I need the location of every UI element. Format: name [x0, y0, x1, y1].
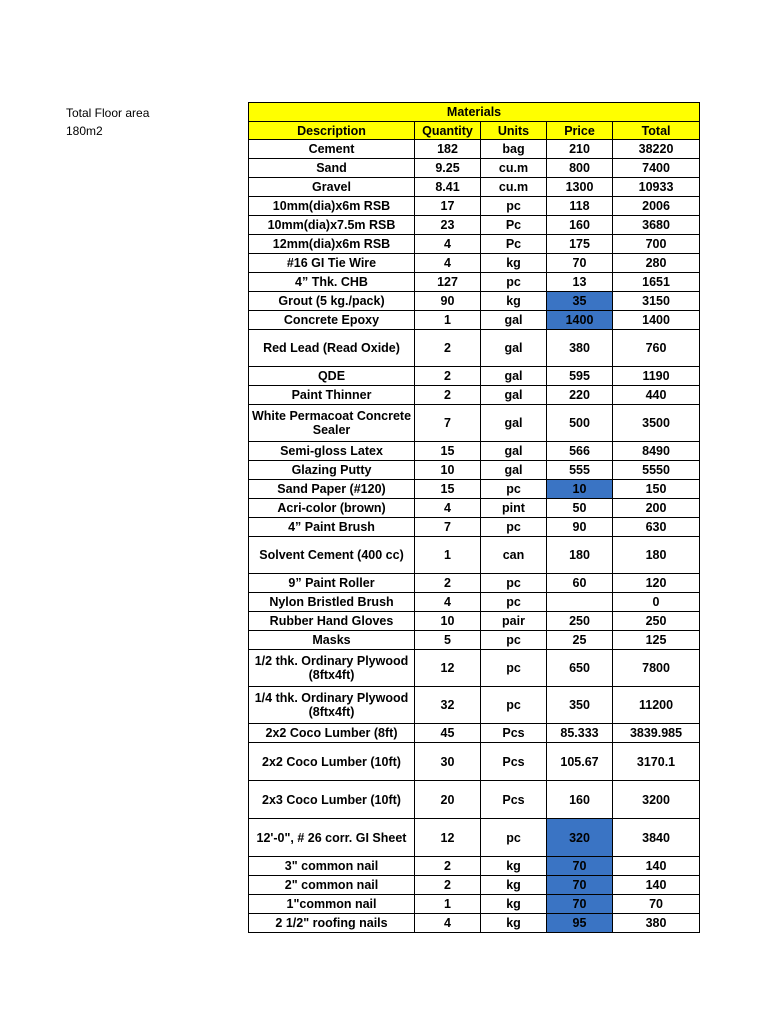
cell-quantity: 4 [415, 593, 481, 612]
cell-total: 760 [613, 330, 700, 367]
cell-description: 2x2 Coco Lumber (8ft) [249, 724, 415, 743]
table-row [249, 687, 700, 724]
cell-total: 38220 [613, 140, 700, 159]
cell-price: 380 [547, 330, 613, 367]
cell-quantity: 2 [415, 876, 481, 895]
cell-total: 3170.1 [613, 743, 700, 781]
cell-units: Pc [481, 216, 547, 235]
cell-description: Grout (5 kg./pack) [249, 292, 415, 311]
table-row [249, 159, 700, 178]
cell-description: Glazing Putty [249, 461, 415, 480]
cell-units: kg [481, 857, 547, 876]
floor-area-note [66, 104, 149, 140]
table-row [249, 480, 700, 499]
cell-units: cu.m [481, 178, 547, 197]
table-row [249, 178, 700, 197]
cell-units: kg [481, 292, 547, 311]
table-row [249, 612, 700, 631]
cell-total: 8490 [613, 442, 700, 461]
cell-quantity: 7 [415, 518, 481, 537]
header-total: Total [613, 122, 700, 140]
table-row [249, 197, 700, 216]
table-row [249, 631, 700, 650]
cell-description: Solvent Cement (400 cc) [249, 537, 415, 574]
table-row [249, 386, 700, 405]
cell-description: Acri-color (brown) [249, 499, 415, 518]
table-row [249, 593, 700, 612]
table-row [249, 537, 700, 574]
cell-total: 1400 [613, 311, 700, 330]
cell-price: 210 [547, 140, 613, 159]
cell-total: 3680 [613, 216, 700, 235]
cell-quantity: 4 [415, 499, 481, 518]
cell-price: 85.333 [547, 724, 613, 743]
cell-description: Nylon Bristled Brush [249, 593, 415, 612]
cell-units: pair [481, 612, 547, 631]
cell-description: 12mm(dia)x6m RSB [249, 235, 415, 254]
cell-total: 280 [613, 254, 700, 273]
cell-quantity: 9.25 [415, 159, 481, 178]
table-row [249, 574, 700, 593]
cell-units: gal [481, 461, 547, 480]
cell-price: 13 [547, 273, 613, 292]
cell-price: 500 [547, 405, 613, 442]
table-row [249, 140, 700, 159]
cell-quantity: 15 [415, 442, 481, 461]
cell-price: 566 [547, 442, 613, 461]
cell-quantity: 8.41 [415, 178, 481, 197]
table-row [249, 914, 700, 933]
cell-quantity: 90 [415, 292, 481, 311]
cell-description: 2x3 Coco Lumber (10ft) [249, 781, 415, 819]
cell-price: 10 [547, 480, 613, 499]
cell-price: 50 [547, 499, 613, 518]
cell-total: 630 [613, 518, 700, 537]
cell-quantity: 17 [415, 197, 481, 216]
cell-price: 95 [547, 914, 613, 933]
cell-total: 1651 [613, 273, 700, 292]
cell-description: Concrete Epoxy [249, 311, 415, 330]
table-row [249, 857, 700, 876]
cell-description: 9” Paint Roller [249, 574, 415, 593]
cell-total: 700 [613, 235, 700, 254]
cell-total: 200 [613, 499, 700, 518]
cell-units: can [481, 537, 547, 574]
table-row [249, 650, 700, 687]
cell-total: 70 [613, 895, 700, 914]
table-row [249, 254, 700, 273]
cell-units: pc [481, 480, 547, 499]
cell-total: 125 [613, 631, 700, 650]
table-row [249, 311, 700, 330]
cell-price: 1400 [547, 311, 613, 330]
cell-price: 175 [547, 235, 613, 254]
table-row [249, 819, 700, 857]
cell-description: Paint Thinner [249, 386, 415, 405]
cell-price: 555 [547, 461, 613, 480]
header-description: Description [249, 122, 415, 140]
floor-area-label: Total Floor area [66, 106, 150, 120]
cell-price: 650 [547, 650, 613, 687]
cell-price: 160 [547, 781, 613, 819]
cell-total: 10933 [613, 178, 700, 197]
cell-quantity: 2 [415, 574, 481, 593]
table-row [249, 292, 700, 311]
cell-total: 180 [613, 537, 700, 574]
cell-units: Pcs [481, 724, 547, 743]
header-price: Price [547, 122, 613, 140]
table-row [249, 442, 700, 461]
table-title: Materials [249, 103, 700, 122]
cell-description: 2" common nail [249, 876, 415, 895]
cell-quantity: 7 [415, 405, 481, 442]
cell-price: 70 [547, 254, 613, 273]
cell-quantity: 23 [415, 216, 481, 235]
cell-total: 3840 [613, 819, 700, 857]
cell-units: gal [481, 442, 547, 461]
cell-units: Pc [481, 235, 547, 254]
table-row [249, 781, 700, 819]
cell-units: kg [481, 895, 547, 914]
cell-units: pc [481, 273, 547, 292]
cell-description: QDE [249, 367, 415, 386]
cell-price: 70 [547, 876, 613, 895]
cell-units: gal [481, 330, 547, 367]
cell-quantity: 15 [415, 480, 481, 499]
cell-total: 7400 [613, 159, 700, 178]
cell-quantity: 4 [415, 235, 481, 254]
table-row [249, 235, 700, 254]
cell-price: 160 [547, 216, 613, 235]
cell-total: 380 [613, 914, 700, 933]
table-row [249, 724, 700, 743]
cell-price: 800 [547, 159, 613, 178]
cell-description: Sand Paper (#120) [249, 480, 415, 499]
cell-description: Masks [249, 631, 415, 650]
cell-price: 70 [547, 895, 613, 914]
cell-quantity: 2 [415, 857, 481, 876]
cell-units: gal [481, 367, 547, 386]
cell-quantity: 2 [415, 386, 481, 405]
cell-price: 105.67 [547, 743, 613, 781]
cell-quantity: 2 [415, 367, 481, 386]
cell-description: 1"common nail [249, 895, 415, 914]
cell-units: pc [481, 518, 547, 537]
table-body [249, 140, 700, 933]
cell-units: pc [481, 819, 547, 857]
cell-total: 3200 [613, 781, 700, 819]
cell-price [547, 593, 613, 612]
cell-description: Cement [249, 140, 415, 159]
cell-units: pc [481, 574, 547, 593]
cell-description: White Permacoat Concrete Sealer [249, 405, 415, 442]
cell-quantity: 182 [415, 140, 481, 159]
cell-units: kg [481, 876, 547, 895]
cell-quantity: 12 [415, 819, 481, 857]
table-row [249, 461, 700, 480]
cell-price: 35 [547, 292, 613, 311]
cell-description: 4” Paint Brush [249, 518, 415, 537]
materials-table [248, 102, 700, 933]
cell-total: 140 [613, 876, 700, 895]
cell-description: Red Lead (Read Oxide) [249, 330, 415, 367]
cell-total: 3839.985 [613, 724, 700, 743]
cell-units: kg [481, 914, 547, 933]
cell-price: 1300 [547, 178, 613, 197]
cell-description: 2x2 Coco Lumber (10ft) [249, 743, 415, 781]
cell-description: Gravel [249, 178, 415, 197]
cell-quantity: 12 [415, 650, 481, 687]
cell-total: 3500 [613, 405, 700, 442]
cell-price: 180 [547, 537, 613, 574]
cell-quantity: 30 [415, 743, 481, 781]
cell-total: 120 [613, 574, 700, 593]
header-quantity: Quantity [415, 122, 481, 140]
table-row [249, 330, 700, 367]
cell-total: 250 [613, 612, 700, 631]
cell-total: 150 [613, 480, 700, 499]
cell-quantity: 20 [415, 781, 481, 819]
cell-description: Rubber Hand Gloves [249, 612, 415, 631]
cell-description: #16 GI Tie Wire [249, 254, 415, 273]
cell-total: 5550 [613, 461, 700, 480]
table-row [249, 405, 700, 442]
cell-description: 10mm(dia)x7.5m RSB [249, 216, 415, 235]
cell-quantity: 4 [415, 254, 481, 273]
cell-units: gal [481, 405, 547, 442]
cell-units: pc [481, 631, 547, 650]
cell-units: cu.m [481, 159, 547, 178]
cell-price: 320 [547, 819, 613, 857]
cell-units: pc [481, 687, 547, 724]
cell-quantity: 1 [415, 537, 481, 574]
cell-quantity: 1 [415, 895, 481, 914]
cell-description: 4” Thk. CHB [249, 273, 415, 292]
cell-description: 3" common nail [249, 857, 415, 876]
cell-units: kg [481, 254, 547, 273]
cell-price: 118 [547, 197, 613, 216]
cell-total: 140 [613, 857, 700, 876]
cell-quantity: 1 [415, 311, 481, 330]
cell-units: Pcs [481, 781, 547, 819]
cell-description: 12'-0", # 26 corr. GI Sheet [249, 819, 415, 857]
cell-quantity: 10 [415, 461, 481, 480]
cell-description: Semi-gloss Latex [249, 442, 415, 461]
cell-total: 11200 [613, 687, 700, 724]
header-units: Units [481, 122, 547, 140]
cell-total: 1190 [613, 367, 700, 386]
cell-total: 7800 [613, 650, 700, 687]
cell-quantity: 45 [415, 724, 481, 743]
cell-units: pc [481, 650, 547, 687]
cell-description: 10mm(dia)x6m RSB [249, 197, 415, 216]
cell-quantity: 5 [415, 631, 481, 650]
cell-units: pc [481, 197, 547, 216]
table-row [249, 367, 700, 386]
table-row [249, 518, 700, 537]
cell-price: 250 [547, 612, 613, 631]
cell-quantity: 10 [415, 612, 481, 631]
cell-description: 2 1/2" roofing nails [249, 914, 415, 933]
floor-area-value: 180m2 [66, 124, 103, 138]
cell-quantity: 127 [415, 273, 481, 292]
table-row [249, 876, 700, 895]
cell-units: pc [481, 593, 547, 612]
table-row [249, 216, 700, 235]
cell-description: 1/2 thk. Ordinary Plywood (8ftx4ft) [249, 650, 415, 687]
cell-total: 440 [613, 386, 700, 405]
table-row [249, 273, 700, 292]
table-row [249, 743, 700, 781]
cell-quantity: 2 [415, 330, 481, 367]
cell-units: gal [481, 386, 547, 405]
cell-price: 595 [547, 367, 613, 386]
cell-total: 3150 [613, 292, 700, 311]
cell-units: Pcs [481, 743, 547, 781]
cell-price: 350 [547, 687, 613, 724]
cell-description: 1/4 thk. Ordinary Plywood (8ftx4ft) [249, 687, 415, 724]
table-row [249, 499, 700, 518]
cell-price: 90 [547, 518, 613, 537]
cell-units: bag [481, 140, 547, 159]
cell-total: 2006 [613, 197, 700, 216]
cell-units: gal [481, 311, 547, 330]
cell-total: 0 [613, 593, 700, 612]
cell-description: Sand [249, 159, 415, 178]
cell-quantity: 32 [415, 687, 481, 724]
table-row [249, 895, 700, 914]
cell-units: pint [481, 499, 547, 518]
cell-price: 220 [547, 386, 613, 405]
cell-quantity: 4 [415, 914, 481, 933]
cell-price: 25 [547, 631, 613, 650]
cell-price: 70 [547, 857, 613, 876]
cell-price: 60 [547, 574, 613, 593]
